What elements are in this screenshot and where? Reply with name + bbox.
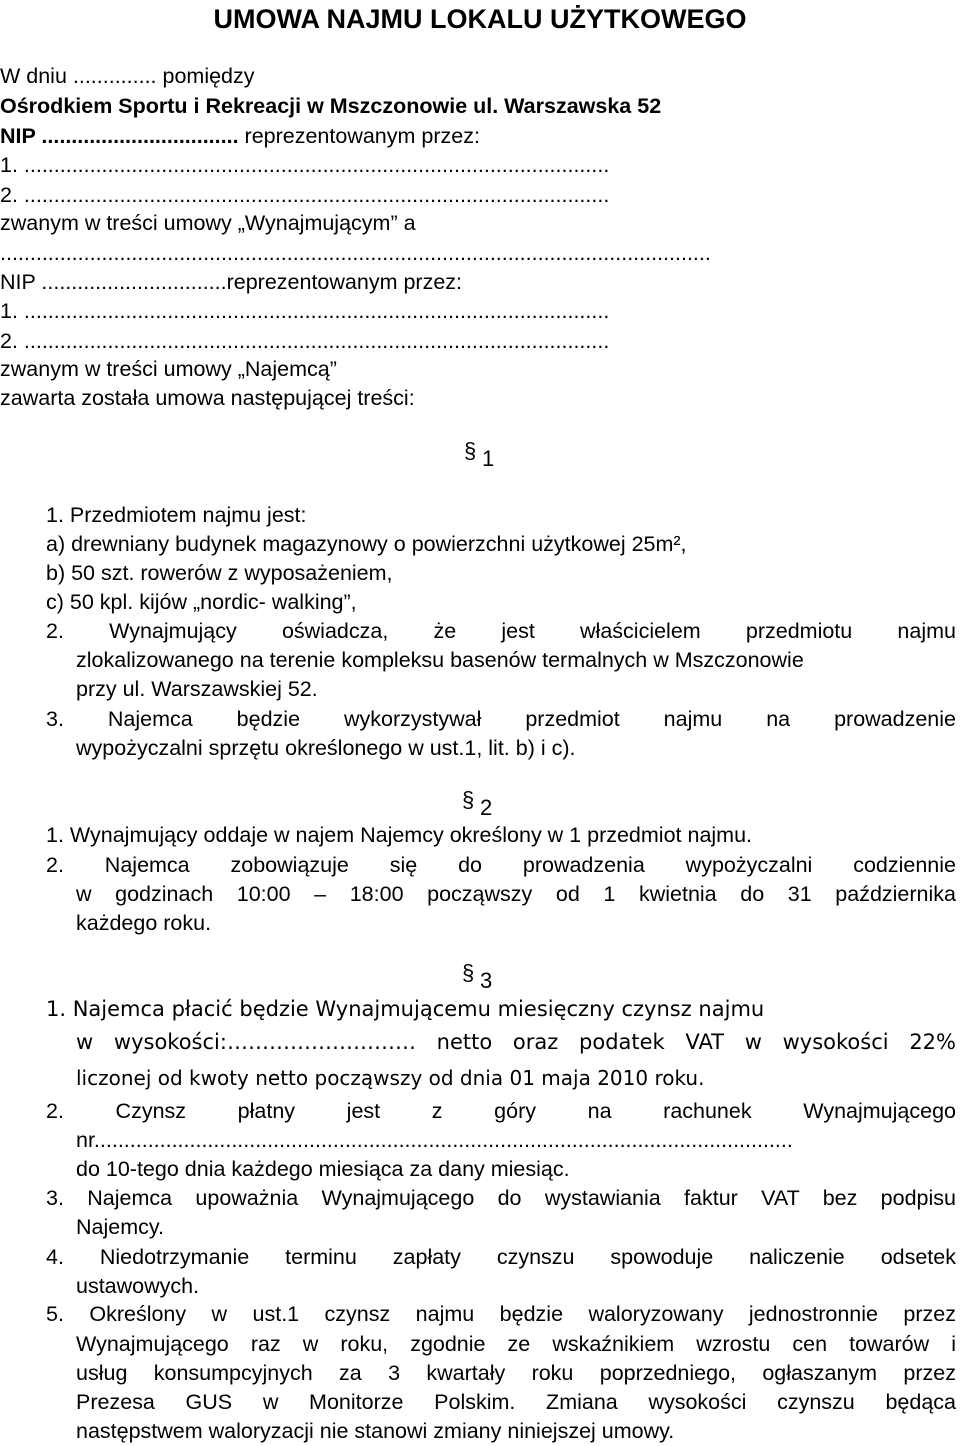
s3-point-1-line-1: 1. Najemca płacić będzie Wynajmującemu miesięczny czynsz najmu (46, 997, 765, 1021)
s2-point-2-line-1: 2. Najemca zobowiązuje się do prowadzenia wypożyczalni codziennie (46, 853, 956, 877)
lessor-representative-1: 1. .................................................................................................. (0, 153, 610, 177)
s1-point-3-line-2: wypożyczalni sprzętu określonego w ust.1, lit. b) i c). (76, 736, 576, 760)
s3-point-2-line-1: 2. Czynsz płatny jest z góry na rachunek Wynajmującego (46, 1099, 956, 1123)
lessor-represented-by: reprezentowanym przez: (238, 124, 480, 148)
s1-point-3-line-1: 3. Najemca będzie wykorzystywał przedmiot najmu na prowadzenie (46, 707, 956, 731)
lessor-nip-line (0, 126, 480, 148)
s3-point-5-line-1: 5. Określony w ust.1 czynsz najmu będzie waloryzowany jednostronnie przez (46, 1302, 956, 1326)
paragraph-sign-icon: § (462, 787, 475, 812)
s3-point-1-line-3: liczonej od kwoty netto począwszy od dnia 01 maja 2010 roku. (76, 1066, 705, 1090)
s3-account-number-blank: nr..................................................................................................................... (76, 1128, 793, 1152)
document-title: UMOWA NAJMU LOKALU UŻYTKOWEGO (213, 4, 747, 34)
s3-point-3-line-1: 3. Najemca upoważnia Wynajmującego do wystawiania faktur VAT bez podpisu (46, 1186, 956, 1210)
paragraph-sign-icon: § (464, 438, 477, 463)
lessor-nip: NIP ................................. (0, 124, 239, 148)
paragraph-sign-icon: § (462, 960, 475, 985)
s3-point-5-line-2: Wynajmującego raz w roku, zgodnie ze wskaźnikiem wzrostu cen towarów i (76, 1332, 956, 1356)
section-number-1: 1 (482, 446, 495, 471)
s3-point-4-line-2: ustawowych. (76, 1274, 200, 1298)
s3-point-3-line-2: Najemcy. (76, 1215, 165, 1239)
s3-point-5-line-4: Prezesa GUS w Monitorze Polskim. Zmiana wysokości czynszu będąca (76, 1390, 956, 1414)
lessee-representative-2: 2. .................................................................................................. (0, 329, 610, 353)
s1-item-a: a) drewniany budynek magazynowy o powierzchni użytkowej 25m², (46, 532, 687, 556)
date-line: W dniu .............. pomiędzy (0, 64, 255, 88)
s3-point-2-line-3: do 10-tego dnia każdego miesiąca za dany miesiąc. (76, 1157, 570, 1181)
s1-point-2-line-3: przy ul. Warszawskiej 52. (76, 677, 318, 701)
lessee-name-blank: ....................................................................................................................... (0, 241, 711, 265)
lessor-representative-2: 2. .................................................................................................. (0, 183, 610, 207)
section-heading-2 (462, 787, 493, 820)
s1-point-2-line-1: 2. Wynajmujący oświadcza, że jest właścicielem przedmiotu najmu (46, 619, 956, 643)
lessor-designation: zwanym w treści umowy „Wynajmującym” a (0, 211, 416, 235)
section-heading-1 (464, 438, 495, 471)
lessee-designation: zwanym w treści umowy „Najemcą” (0, 357, 337, 381)
lessee-nip-line: NIP ...............................reprezentowanym przez: (0, 270, 463, 294)
s3-point-5-line-5: następstwem waloryzacji nie stanowi zmiany niniejszej umowy. (76, 1419, 675, 1443)
s1-item-c: c) 50 kpl. kijów „nordic- walking”, (46, 590, 357, 614)
s2-point-2-line-2: w godzinach 10:00 – 18:00 począwszy od 1 kwietnia do 31 października (76, 882, 956, 906)
s2-point-1: 1. Wynajmujący oddaje w najem Najemcy określony w 1 przedmiot najmu. (46, 823, 753, 847)
s3-point-4-line-1: 4. Niedotrzymanie terminu zapłaty czynszu spowoduje naliczenie odsetek (46, 1245, 956, 1269)
s2-point-2-line-3: każdego roku. (76, 911, 212, 935)
section-number-3: 3 (480, 968, 493, 993)
section-heading-3 (462, 960, 493, 993)
section-number-2: 2 (480, 795, 493, 820)
lessee-representative-1: 1. .................................................................................................. (0, 299, 610, 323)
s1-item-b: b) 50 szt. rowerów z wyposażeniem, (46, 561, 393, 585)
s1-point-1: 1. Przedmiotem najmu jest: (46, 503, 307, 527)
agreement-intro: zawarta została umowa następującej treści: (0, 386, 415, 410)
s3-point-1-line-2: w wysokości:……………………… netto oraz podatek VAT w wysokości 22% (76, 1030, 956, 1054)
s1-point-2-line-2: zlokalizowanego na terenie kompleksu basenów termalnych w Mszczonowie (76, 648, 804, 672)
lessor-name: Ośrodkiem Sportu i Rekreacji w Mszczonowie ul. Warszawska 52 (0, 94, 662, 118)
s3-point-5-line-3: usług konsumpcyjnych za 3 kwartały roku poprzedniego, ogłaszanym przez (76, 1361, 956, 1385)
